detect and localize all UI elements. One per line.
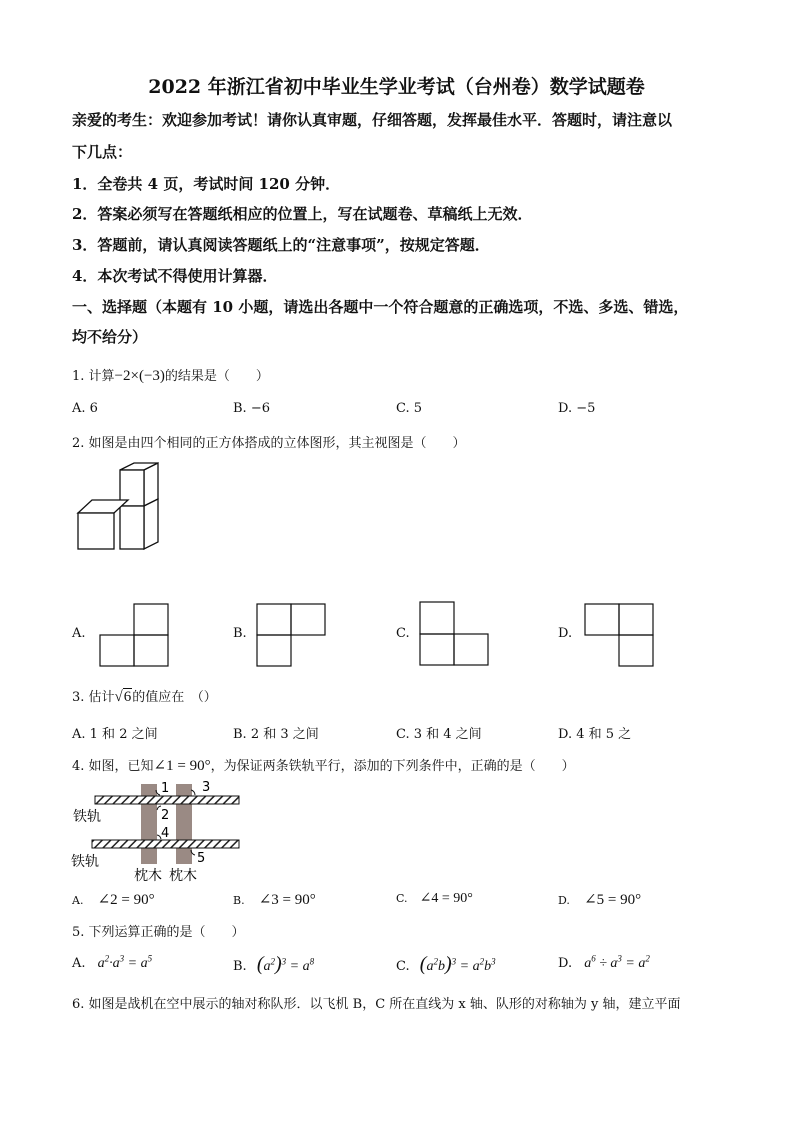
q4-option-b (233, 890, 316, 909)
q5-option-d-letter: D. (558, 956, 573, 971)
q5-option-b-expr: $(a^2)^3 = a^8$ (256, 953, 315, 975)
q1-expression: −2×(−3) (114, 368, 165, 384)
q2-option-b-figure (256, 603, 328, 667)
question-1 (72, 365, 269, 385)
instruction-item: 3．答题前，请认真阅读答题纸上的“注意事项”，按规定答题． (72, 236, 490, 254)
q4-option-d (558, 890, 641, 909)
q4-option-b-letter: B. (233, 894, 245, 907)
q2-option-c-figure (419, 601, 491, 667)
q4-option-c-expr: ∠4 = 90° (419, 891, 473, 906)
q4-option-d-letter: D. (558, 894, 570, 907)
sqrt-expression (115, 688, 133, 705)
q5-option-d-expr: $a^6 \div a^3 = a^2$ (584, 953, 650, 971)
q2-solid-figure (74, 462, 164, 554)
q3-prefix: 3. 估计 (72, 690, 115, 705)
q4-option-b-expr: ∠3 = 90° (258, 892, 316, 908)
sleeper-label-left: 枕木 (134, 868, 162, 884)
q4-rail-figure (70, 778, 245, 884)
q4-option-a-letter: A. (72, 894, 84, 907)
q5-option-b (233, 953, 314, 976)
q2-option-a-label: A. (72, 626, 86, 641)
q5-option-a-letter: A. (72, 956, 86, 971)
q5-option-a-expr: $a^2\cdot a^3 = a^5$ (97, 953, 153, 971)
rail-label-top: 铁轨 (73, 809, 101, 825)
q5-option-a (72, 953, 153, 972)
sleeper-label-right: 枕木 (169, 868, 197, 884)
section-heading-line2: 均不给分） (72, 328, 148, 346)
q2-option-a-figure (99, 603, 171, 667)
q1-option-d: D. −5 (558, 401, 596, 416)
cube-side-face (144, 499, 158, 549)
q4-option-c-letter: C. (396, 892, 408, 905)
instruction-item: 2．答案必须写在答题纸相应的位置上，写在试题卷、草稿纸上无效． (72, 205, 533, 223)
instructions-intro-line1: 亲爱的考生：欢迎参加考试！请你认真审题，仔细答题，发挥最佳水平．答题时，请注意以 (72, 111, 673, 129)
question-5: 5. 下列运算正确的是（ ） (72, 925, 245, 940)
q4-suffix: ，为保证两条铁轨平行，添加的下列条件中，正确的是（ ） (210, 759, 575, 774)
q2-option-d-figure (584, 603, 656, 667)
page-title: 2022 年浙江省初中毕业生学业考试（台州卷）数学试题卷 (148, 76, 645, 98)
angle-4-label: 4 (161, 826, 170, 841)
question-4 (72, 755, 575, 775)
q4-option-a (72, 890, 155, 909)
angle-1-label: 1 (161, 781, 170, 796)
rail-bottom (92, 840, 239, 848)
q1-suffix: 的结果是（ ） (164, 369, 269, 384)
q5-option-d (558, 953, 650, 972)
q3-suffix: 的值应在 （） (132, 690, 217, 705)
q3-radicand: 6 (123, 689, 132, 705)
angle-3-label: 3 (202, 780, 211, 795)
q4-prefix: 4. 如图，已知 (72, 759, 154, 774)
q4-condition: ∠1 = 90° (153, 758, 211, 774)
q3-option-b: B. 2 和 3 之间 (233, 727, 319, 742)
q4-option-d-expr: ∠5 = 90° (584, 892, 642, 908)
section-heading-line1: 一、选择题（本题有 10 小题，请选出各题中一个符合题意的正确选项，不选、多选、错选， (72, 298, 689, 316)
question-6: 6. 如图是战机在空中展示的轴对称队形．以飞机 B，C 所在直线为 x 轴、队形的对称轴为 y 轴，建立平面 (72, 997, 681, 1012)
q1-option-c: C. 5 (396, 401, 423, 416)
q2-option-c-label: C. (396, 626, 410, 641)
q1-prefix: 1. 计算 (72, 369, 115, 384)
q2-option-d-label: D. (558, 626, 573, 641)
q3-option-d: D. 4 和 5 之 (558, 727, 632, 742)
angle-5-label: 5 (197, 851, 206, 866)
q5-option-c-letter: C. (396, 959, 410, 974)
cube-front-face (120, 506, 144, 549)
rail-label-bottom: 铁轨 (71, 854, 99, 870)
instruction-item: 1．全卷共 4 页，考试时间 120 分钟． (72, 175, 341, 193)
question-2: 2. 如图是由四个相同的正方体搭成的立体图形，其主视图是（ ） (72, 436, 466, 451)
q5-option-b-letter: B. (233, 959, 247, 974)
q5-option-c (396, 953, 496, 976)
question-3 (72, 686, 217, 706)
rail-top (95, 796, 239, 804)
angle-2-label: 2 (161, 808, 170, 823)
instruction-item: 4．本次考试不得使用计算器． (72, 267, 278, 285)
q3-option-a: A. 1 和 2 之间 (72, 727, 158, 742)
q2-option-b-label: B. (233, 626, 247, 641)
cube-front-face (78, 513, 114, 549)
q5-option-c-expr: $(a^2b)^3 = a^2b^3$ (419, 953, 496, 975)
instructions-intro-line2: 下几点： (72, 143, 133, 161)
q4-option-a-expr: ∠2 = 90° (97, 892, 155, 908)
q1-option-a: A. 6 (72, 401, 98, 416)
radical-sign-icon: √ (114, 689, 123, 705)
q3-option-c: C. 3 和 4 之间 (396, 727, 482, 742)
q1-option-b: B. −6 (233, 401, 270, 416)
q4-option-c (396, 890, 473, 907)
